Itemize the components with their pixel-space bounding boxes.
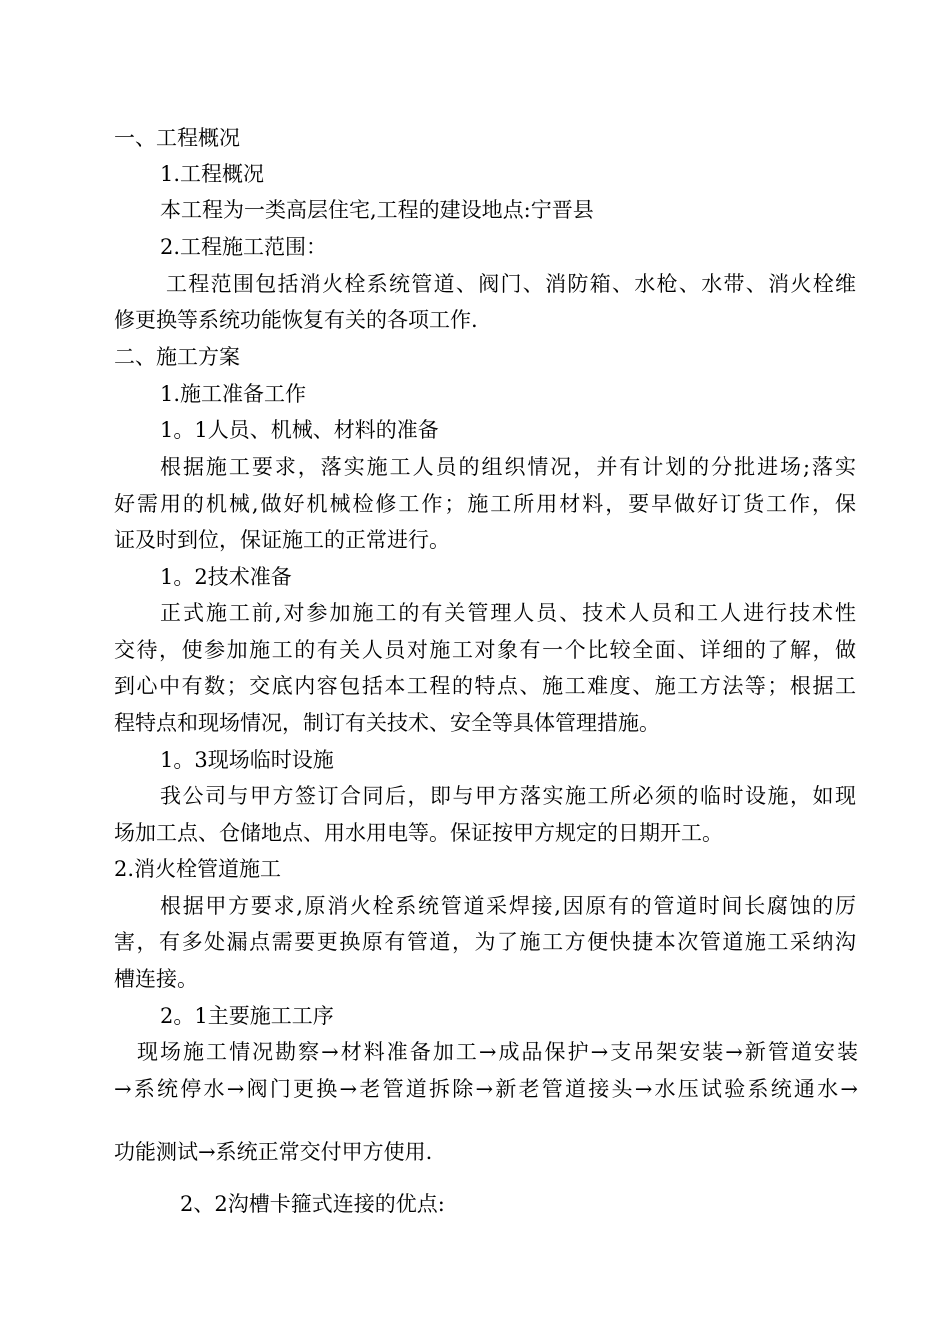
subheading-main-procedures: 2。1主要施工工序 (160, 1004, 334, 1028)
paragraph-line: 工程范围包括消火栓系统管道、阀门、消防箱、水枪、水带、消火栓维 (166, 272, 856, 296)
paragraph-line: 到心中有数；交底内容包括本工程的特点、施工难度、施工方法等；根据工 (114, 674, 856, 698)
paragraph-line: 场加工点、仓储地点、用水用电等。保证按甲方规定的日期开工。 (114, 821, 723, 845)
paragraph-line: 好需用的机械,做好机械检修工作；施工所用材料，要早做好订货工作，保 (114, 492, 856, 516)
subheading-project-overview: 1.工程概况 (160, 162, 265, 186)
subheading-personnel: 1。1人员、机械、材料的准备 (160, 418, 439, 442)
paragraph-line: 证及时到位，保证施工的正常进行。 (114, 528, 450, 552)
subheading-technical-prep: 1。2技术准备 (160, 565, 292, 589)
heading-hydrant-pipes: 2.消火栓管道施工 (114, 857, 282, 881)
procedure-line: →系统停水→阀门更换→老管道拆除→新老管道接头→水压试验系统通水→ (114, 1077, 858, 1101)
subheading-groove-advantages: 2、2沟槽卡箍式连接的优点: (180, 1192, 445, 1216)
procedure-line: 功能测试→系统正常交付甲方使用. (114, 1140, 433, 1164)
paragraph-line: 修更换等系统功能恢复有关的各项工作. (114, 308, 478, 332)
paragraph-line: 根据甲方要求,原消火栓系统管道采焊接,因原有的管道时间长腐蚀的厉 (160, 894, 856, 918)
subheading-construction-scope: 2.工程施工范围： (160, 235, 328, 259)
paragraph-line: 槽连接。 (114, 967, 198, 991)
paragraph-line: 交待，使参加施工的有关人员对施工对象有一个比较全面、详细的了解，做 (114, 638, 856, 662)
paragraph-line: 程特点和现场情况，制订有关技术、安全等具体管理措施。 (114, 711, 660, 735)
subheading-preparation: 1.施工准备工作 (160, 382, 307, 406)
paragraph-line: 根据施工要求，落实施工人员的组织情况，并有计划的分批进场;落实 (160, 455, 856, 479)
paragraph-line: 正式施工前,对参加施工的有关管理人员、技术人员和工人进行技术性 (160, 601, 856, 625)
paragraph-line: 本工程为一类高层住宅,工程的建设地点:宁晋县 (160, 198, 594, 222)
paragraph-line: 我公司与甲方签订合同后，即与甲方落实施工所必须的临时设施，如现 (160, 784, 856, 808)
heading-project-overview: 一、工程概况 (114, 126, 240, 150)
procedure-line: 现场施工情况勘察→材料准备加工→成品保护→支吊架安装→新管道安装 (137, 1040, 858, 1064)
subheading-temp-facilities: 1。3现场临时设施 (160, 748, 334, 772)
paragraph-line: 害，有多处漏点需要更换原有管道，为了施工方便快捷本次管道施工采纳沟 (114, 930, 856, 954)
heading-construction-plan: 二、施工方案 (114, 345, 240, 369)
